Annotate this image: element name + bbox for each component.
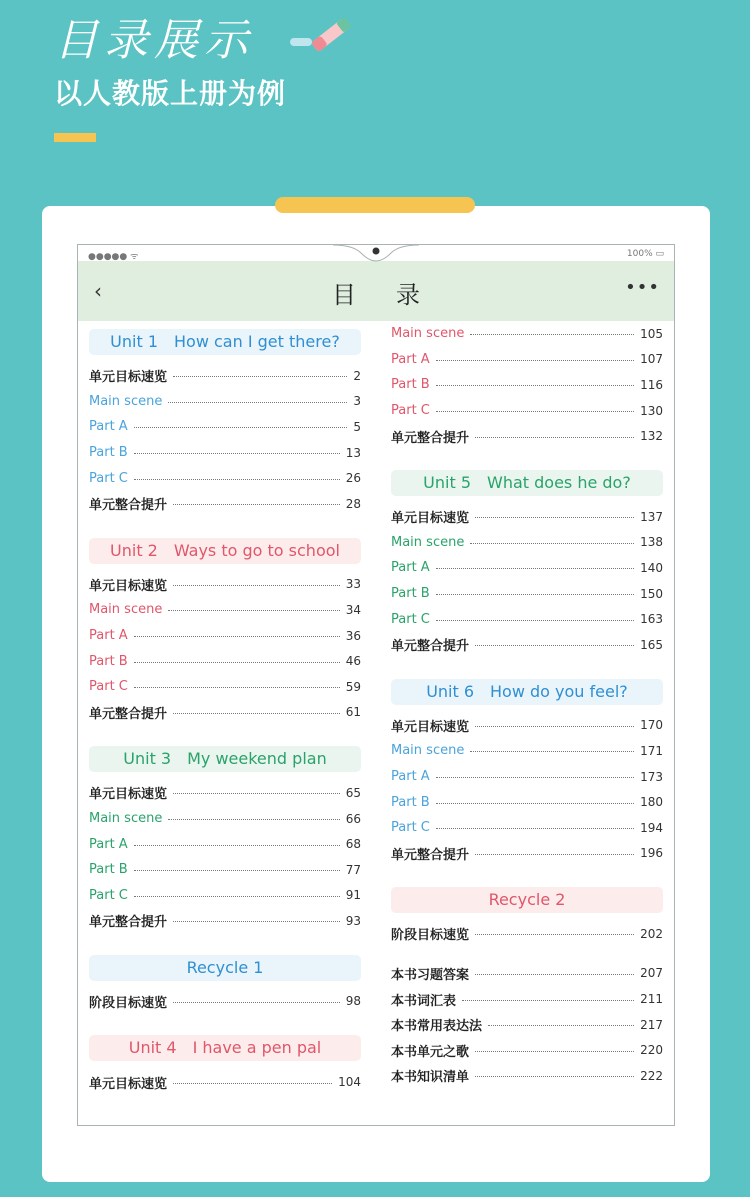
toc-entry-page: 2: [353, 368, 361, 383]
toc-entry-label: 单元目标速览: [89, 787, 168, 803]
dot-leader: [134, 479, 340, 480]
toc-entry-page: 33: [345, 577, 361, 592]
dot-leader: [475, 437, 634, 438]
unit-header[interactable]: Unit 5 What does he do?: [391, 470, 663, 496]
toc-entry[interactable]: [391, 1037, 663, 1063]
toc-entry[interactable]: [89, 440, 361, 466]
toc-entry[interactable]: [391, 581, 663, 607]
toc-entry-label: Main scene: [89, 811, 163, 827]
hero-title: 目录展示: [54, 15, 254, 66]
toc-entry-page: 171: [640, 743, 663, 758]
toc-entry[interactable]: [391, 504, 663, 530]
unit-header[interactable]: Unit 6 How do you feel?: [391, 679, 663, 705]
toc-entry-page: 98: [345, 994, 361, 1009]
dot-leader: [134, 896, 340, 897]
toc-entry[interactable]: [89, 806, 361, 832]
dot-leader: [475, 1051, 634, 1052]
toc-entry-page: 150: [640, 586, 663, 601]
toc-entry-label: Main scene: [391, 743, 465, 759]
page-title: 目录: [332, 281, 460, 309]
toc-entry-page: 163: [640, 612, 663, 627]
dot-leader: [168, 402, 347, 403]
toc-entry-label: 单元整合提升: [391, 847, 470, 863]
toc-entry-page: 196: [640, 846, 663, 861]
toc-entry-label: 单元目标速览: [391, 511, 470, 527]
toc-entry[interactable]: [391, 789, 663, 815]
toc-entry-label: 本书词汇表: [391, 993, 457, 1009]
toc-entry[interactable]: [391, 372, 663, 398]
toc-entry[interactable]: [89, 572, 361, 598]
toc-entry-label: 单元整合提升: [89, 706, 168, 722]
toc-entry-label: 本书单元之歌: [391, 1044, 470, 1060]
toc-entry-page: 222: [640, 1068, 663, 1083]
toc-entry-page: 91: [345, 888, 361, 903]
hero-accent-bar: [54, 133, 96, 142]
toc-entry-label: Part A: [391, 769, 430, 785]
tablet-frame: [77, 244, 675, 1126]
toc-entry-label: Part B: [391, 794, 430, 810]
toc-entry-page: 202: [640, 926, 663, 941]
spacer: [89, 725, 361, 738]
dot-leader: [475, 934, 634, 935]
toc-entry-page: 77: [345, 862, 361, 877]
toc-entry[interactable]: [89, 831, 361, 857]
unit-header[interactable]: Recycle 1: [89, 955, 361, 981]
dot-leader: [134, 427, 348, 428]
toc-entry[interactable]: [89, 414, 361, 440]
dot-leader: [436, 803, 634, 804]
dot-leader: [470, 543, 634, 544]
toc-entry[interactable]: [391, 606, 663, 632]
toc-entry-page: 65: [345, 785, 361, 800]
toc-entry-page: 13: [345, 445, 361, 460]
toc-entry[interactable]: [89, 389, 361, 415]
toc-entry-label: Part C: [89, 679, 128, 695]
toc-entry-page: 28: [345, 496, 361, 511]
toc-entry[interactable]: [89, 780, 361, 806]
toc-entry-page: 26: [345, 471, 361, 486]
toc-entry-label: Part A: [391, 560, 430, 576]
pencil-eraser-icon: [288, 8, 358, 52]
dot-leader: [436, 385, 634, 386]
toc-entry[interactable]: [391, 921, 663, 947]
toc-entry-label: Part B: [89, 862, 128, 878]
dot-leader: [134, 453, 340, 454]
toc-entry-label: Part B: [89, 445, 128, 461]
toc-entry-page: 107: [640, 352, 663, 367]
toc-entry[interactable]: [89, 989, 361, 1015]
toc-entry-label: Main scene: [89, 602, 163, 618]
toc-entry-page: 132: [640, 429, 663, 444]
toc-entry[interactable]: [391, 764, 663, 790]
dot-leader: [470, 334, 634, 335]
dot-leader: [134, 845, 340, 846]
toc-entry-label: Part C: [89, 470, 128, 486]
dot-leader: [173, 1083, 332, 1084]
toc-entry-label: Part A: [89, 628, 128, 644]
toc-entry[interactable]: [89, 648, 361, 674]
toc-entry-label: Main scene: [391, 326, 465, 342]
toc-entry-page: 130: [640, 403, 663, 418]
toc-entry-page: 59: [345, 679, 361, 694]
toc-entry-page: 104: [338, 1075, 361, 1090]
dot-leader: [168, 610, 339, 611]
spacer: [391, 449, 663, 462]
unit-header[interactable]: Unit 4 I have a pen pal: [89, 1035, 361, 1061]
toc-entry[interactable]: [89, 597, 361, 623]
dot-leader: [134, 662, 340, 663]
toc-entry-label: 单元目标速览: [89, 1076, 168, 1092]
spacer: [89, 934, 361, 947]
toc-entry-label: 阶段目标速览: [89, 995, 168, 1011]
dot-leader: [173, 1002, 340, 1003]
toc-entry-page: 194: [640, 820, 663, 835]
toc-entry-page: 93: [345, 913, 361, 928]
toc-entry[interactable]: [391, 347, 663, 373]
toc-entry[interactable]: [391, 841, 663, 867]
battery-indicator: 100% ▭: [626, 249, 664, 259]
toc-entry-label: Part B: [89, 653, 128, 669]
toc-entry-page: 105: [640, 326, 663, 341]
toc-entry-label: 单元目标速览: [89, 370, 168, 386]
more-icon[interactable]: •••: [625, 277, 660, 298]
toc-entry-label: Main scene: [391, 534, 465, 550]
toc-entry-label: Part A: [89, 836, 128, 852]
toc-entry-page: 138: [640, 535, 663, 550]
toc-entry-label: Main scene: [89, 393, 163, 409]
toc-entry[interactable]: [391, 738, 663, 764]
toc-entry[interactable]: [89, 465, 361, 491]
toc-entry[interactable]: [391, 398, 663, 424]
toc-entry[interactable]: [391, 321, 663, 347]
toc-entry-page: 66: [345, 811, 361, 826]
unit-header[interactable]: Unit 3 My weekend plan: [89, 746, 361, 772]
dot-leader: [436, 411, 634, 412]
toc-entry[interactable]: [89, 883, 361, 909]
dot-leader: [173, 376, 347, 377]
spacer: [391, 947, 663, 961]
toc-entry[interactable]: [89, 1069, 361, 1095]
toc-entry[interactable]: [89, 857, 361, 883]
dot-leader: [436, 360, 634, 361]
toc-right-column: [391, 321, 663, 1089]
spacer: [391, 658, 663, 671]
toc-entry-page: 217: [640, 1017, 663, 1032]
toc-entry-label: 本书知识清单: [391, 1070, 470, 1086]
toc-entry-label: Part C: [391, 611, 430, 627]
dot-leader: [462, 1000, 634, 1001]
toc-entry[interactable]: [89, 700, 361, 726]
toc-entry[interactable]: [89, 908, 361, 934]
dot-leader: [475, 974, 634, 975]
camera-notch: [333, 244, 419, 265]
toc-entry-label: Part C: [89, 887, 128, 903]
toc-entry[interactable]: [391, 986, 663, 1012]
toc-entry-label: 本书常用表达法: [391, 1019, 483, 1035]
toc-entry-page: 165: [640, 637, 663, 652]
toc-entry-label: 阶段目标速览: [391, 928, 470, 944]
toc-entry[interactable]: [391, 1012, 663, 1038]
toc-entry-page: 34: [345, 602, 361, 617]
toc-entry-label: 单元整合提升: [391, 430, 470, 446]
toc-entry-label: Part B: [391, 377, 430, 393]
toc-entry-label: 单元目标速览: [89, 578, 168, 594]
dot-leader: [173, 793, 340, 794]
toc-entry[interactable]: [391, 1063, 663, 1089]
back-icon[interactable]: ‹: [94, 279, 102, 303]
unit-header[interactable]: Recycle 2: [391, 887, 663, 913]
unit-header[interactable]: Unit 2 Ways to go to school: [89, 538, 361, 564]
dot-leader: [475, 645, 634, 646]
dot-leader: [436, 828, 634, 829]
dot-leader: [470, 751, 634, 752]
nav-bar: [78, 261, 674, 321]
toc-entry-page: 137: [640, 509, 663, 524]
toc-entry-page: 5: [353, 419, 361, 434]
toc-entry[interactable]: [391, 961, 663, 987]
toc-entry-page: 46: [345, 654, 361, 669]
toc-left-column: [89, 321, 361, 1095]
unit-header[interactable]: Unit 1 How can I get there?: [89, 329, 361, 355]
dot-leader: [173, 713, 340, 714]
toc-entry-page: 3: [353, 394, 361, 409]
toc-entry-label: Part A: [89, 419, 128, 435]
toc-entry[interactable]: [89, 623, 361, 649]
toc-entry-page: 220: [640, 1043, 663, 1058]
dot-leader: [475, 854, 634, 855]
toc-entry-label: 单元整合提升: [89, 498, 168, 514]
dot-leader: [436, 777, 634, 778]
toc-entry-page: 207: [640, 966, 663, 981]
dot-leader: [173, 504, 340, 505]
toc-entry-page: 211: [640, 992, 663, 1007]
toc-entry-label: 单元整合提升: [391, 639, 470, 655]
dot-leader: [173, 585, 340, 586]
toc-entry[interactable]: [89, 363, 361, 389]
toc-entry-page: 36: [345, 628, 361, 643]
card-tab-decoration: [275, 197, 475, 213]
toc-entry-label: Part A: [391, 351, 430, 367]
toc-entry-page: 170: [640, 718, 663, 733]
dot-leader: [436, 568, 634, 569]
toc-entry-page: 68: [345, 837, 361, 852]
toc-entry[interactable]: [89, 491, 361, 517]
toc-entry-page: 116: [640, 377, 663, 392]
spacer: [89, 517, 361, 530]
toc-entry-label: 单元目标速览: [391, 719, 470, 735]
toc-entry[interactable]: [391, 423, 663, 449]
toc-entry-page: 140: [640, 560, 663, 575]
toc-entry[interactable]: [391, 815, 663, 841]
hero-subtitle: 以人教版上册为例: [54, 77, 287, 110]
spacer: [89, 1014, 361, 1027]
toc-entry[interactable]: [391, 555, 663, 581]
toc-entry[interactable]: [391, 530, 663, 556]
dot-leader: [168, 819, 339, 820]
toc-entry[interactable]: [391, 632, 663, 658]
toc-entry-label: Part B: [391, 586, 430, 602]
dot-leader: [436, 594, 634, 595]
dot-leader: [173, 921, 340, 922]
signal-icon: ●●●●● ᯤ: [88, 252, 139, 262]
dot-leader: [134, 636, 340, 637]
spacer: [391, 866, 663, 879]
dot-leader: [436, 620, 634, 621]
dot-leader: [134, 687, 340, 688]
toc-entry-page: 173: [640, 769, 663, 784]
toc-entry-label: Part C: [391, 403, 430, 419]
toc-entry[interactable]: [391, 713, 663, 739]
dot-leader: [488, 1025, 634, 1026]
toc-entry-page: 61: [345, 705, 361, 720]
dot-leader: [475, 1076, 634, 1077]
toc-entry-label: 本书习题答案: [391, 967, 470, 983]
toc-entry-page: 180: [640, 795, 663, 810]
dot-leader: [134, 870, 340, 871]
toc-entry-label: 单元整合提升: [89, 915, 168, 931]
dot-leader: [475, 726, 634, 727]
toc-entry[interactable]: [89, 674, 361, 700]
toc-entry-label: Part C: [391, 820, 430, 836]
dot-leader: [475, 517, 634, 518]
